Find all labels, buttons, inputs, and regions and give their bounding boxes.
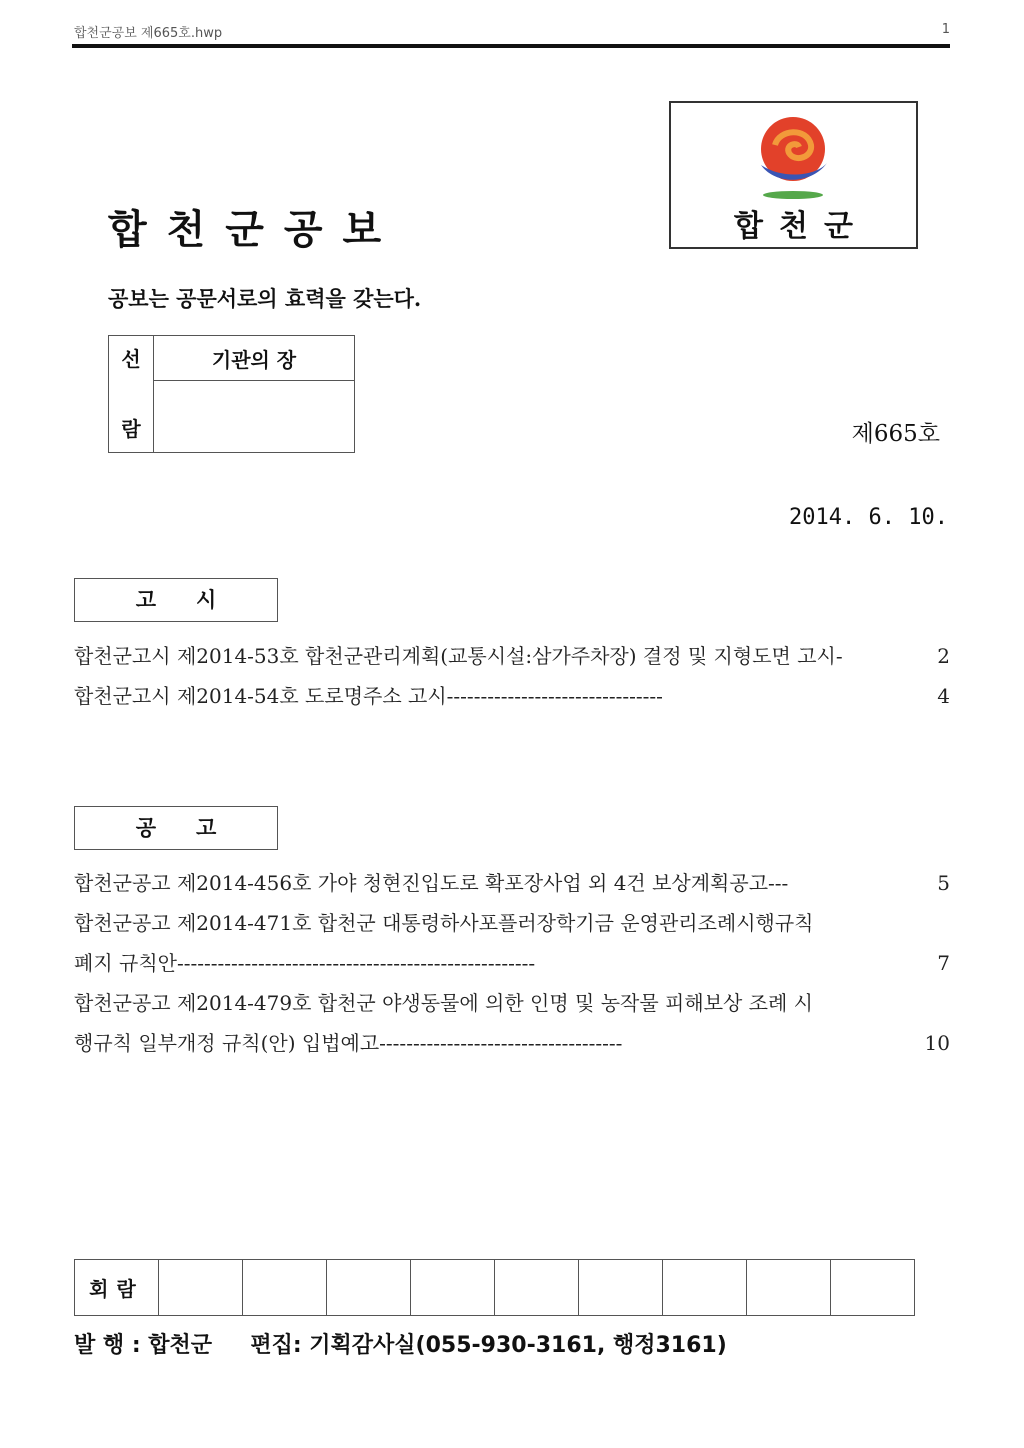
review-label [109, 336, 154, 453]
review-header: 기관의 장 [154, 336, 355, 381]
toc-entry[interactable] [74, 863, 950, 903]
review-signature-cell [154, 381, 355, 453]
toc-entry-line1: 합천군공고 제2014-471호 합천군 대통령하사포플러장학기금 운영관리조례시행규칙 [74, 911, 814, 935]
page-title: 합천군공보 [108, 207, 402, 253]
toc-entry[interactable] [74, 636, 950, 676]
circulation-cell [327, 1260, 411, 1316]
review-table [108, 335, 355, 453]
toc-entry-text: 행규칙 일부개정 규칙(안) 입법예고------------------------------------ [74, 1031, 623, 1055]
review-label-bottom: 람 [121, 417, 141, 441]
circulation-cell [243, 1260, 327, 1316]
circulation-cell [159, 1260, 243, 1316]
toc-entry-page: 2 [937, 644, 950, 668]
circulation-table [74, 1259, 915, 1316]
circulation-cell [663, 1260, 747, 1316]
toc-entry-line1: 합천군공고 제2014-479호 합천군 야생동물에 의한 인명 및 농작물 피해보상 조례 시 [74, 991, 814, 1015]
section-title-gosi: 고시 [74, 578, 278, 622]
footer-publisher: 발 행 : 합천군 편집: 기획감사실(055-930-3161, 행정3161) [74, 1333, 727, 1358]
toc-entry-page: 10 [924, 1031, 950, 1055]
circulation-cell [747, 1260, 831, 1316]
section-title-gonggo: 공고 [74, 806, 278, 850]
header-file-name: 합천군공보 제665호.hwp [74, 26, 223, 41]
circulation-label: 회람 [75, 1260, 159, 1316]
issue-date: 2014. 6. 10. [789, 505, 948, 530]
toc-entry-text: 폐지 규칙안----------------------------------------------------- [74, 951, 536, 975]
toc-entry-page: 4 [937, 684, 950, 708]
county-emblem-icon [755, 115, 835, 205]
issue-number: 제665호 [851, 421, 940, 447]
review-label-top: 선 [121, 347, 141, 371]
toc-entry-text: 합천군고시 제2014-54호 도로명주소 고시-------------------------------- [74, 684, 663, 708]
circulation-cell [495, 1260, 579, 1316]
logo-text: 합천군 [734, 209, 869, 244]
circulation-cell [579, 1260, 663, 1316]
toc-entry-text: 합천군공고 제2014-456호 가야 청현진입도로 확포장사업 외 4건 보상계획공고--- [74, 871, 789, 895]
header-page-number: 1 [941, 22, 950, 37]
toc-entry-page: 5 [937, 871, 950, 895]
circulation-cell [411, 1260, 495, 1316]
county-logo [669, 101, 918, 249]
toc-entry[interactable] [74, 903, 950, 983]
toc-entry[interactable] [74, 676, 950, 716]
header-rule [72, 44, 950, 48]
page-subtitle: 공보는 공문서로의 효력을 갖는다. [108, 286, 422, 311]
toc-entry-page: 7 [937, 951, 950, 975]
toc-entry-text: 합천군고시 제2014-53호 합천군관리계획(교통시설:삼가주차장) 결정 및 지형도면 고시- [74, 644, 843, 668]
toc-entry[interactable] [74, 983, 950, 1063]
emblem-green-base [763, 191, 823, 199]
circulation-cell [831, 1260, 915, 1316]
